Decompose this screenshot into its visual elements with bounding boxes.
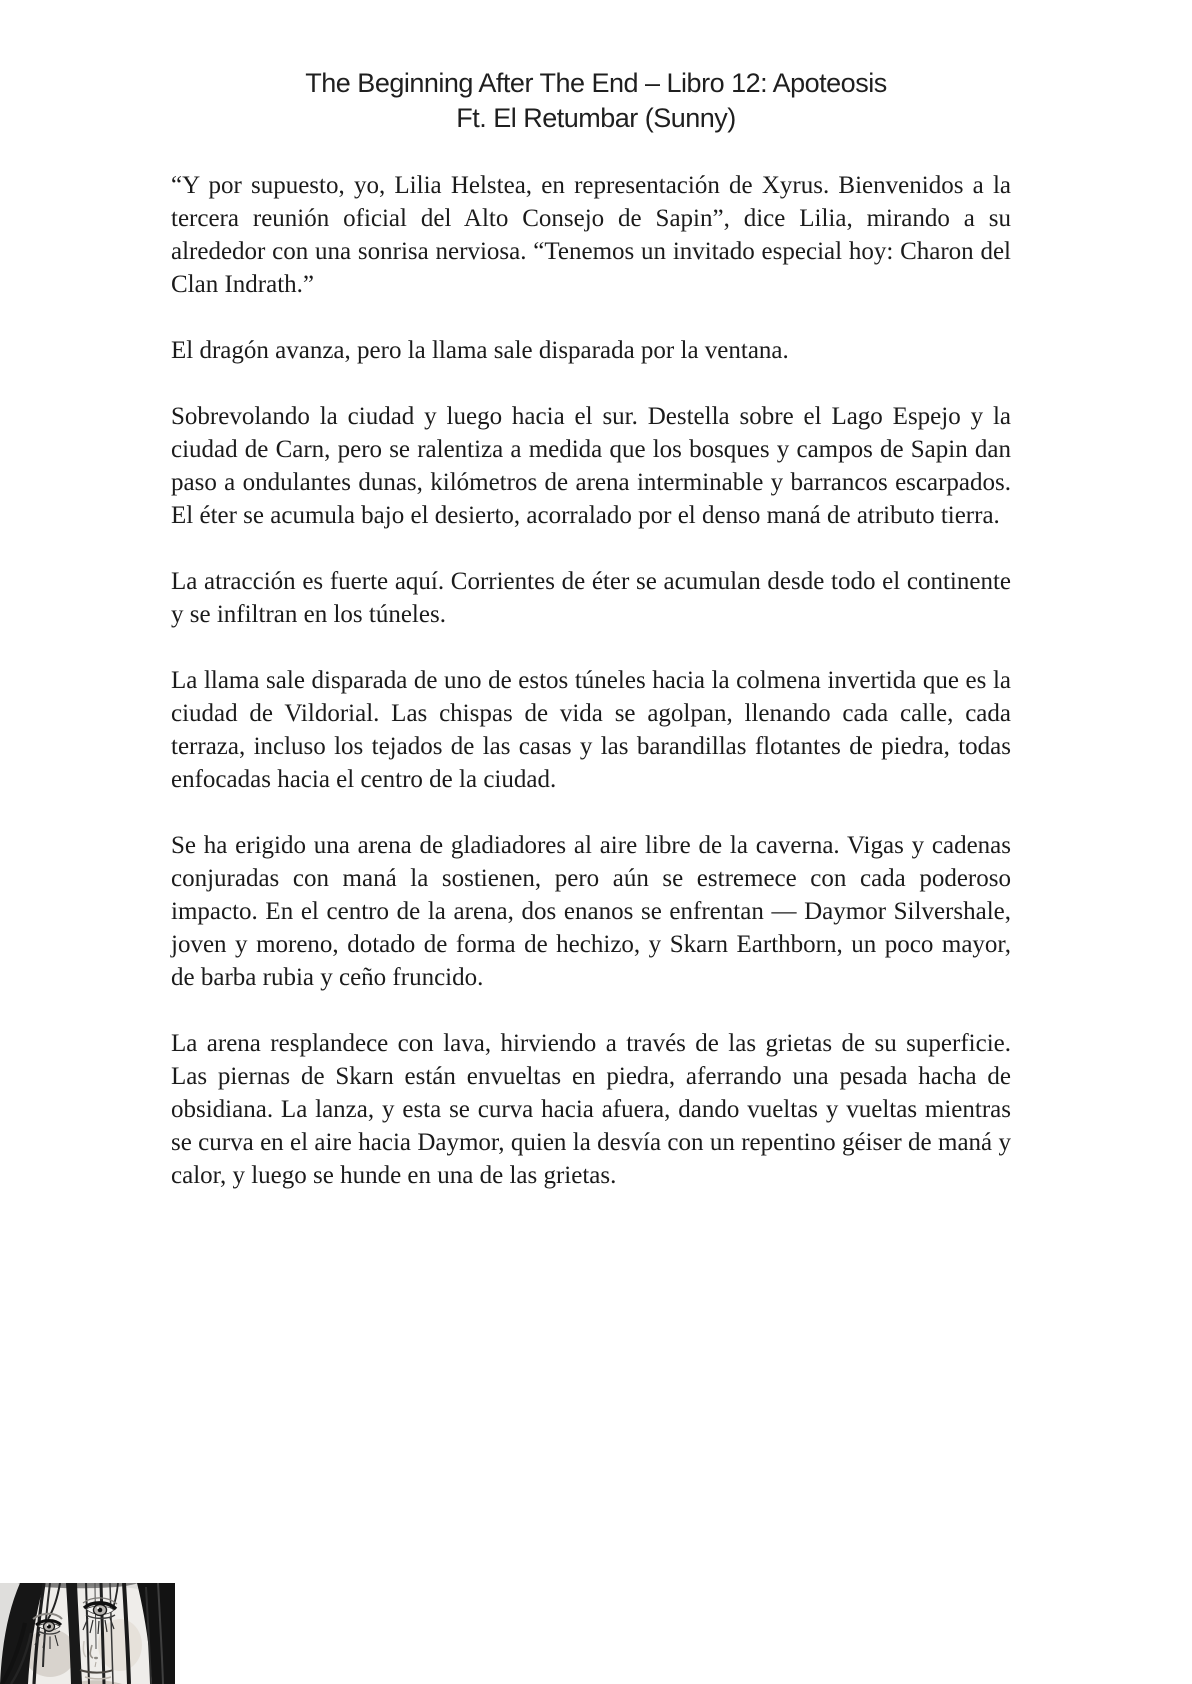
paragraph-2: El dragón avanza, pero la llama sale disparada por la ventana. (171, 337, 789, 364)
document-header (0, 0, 1192, 136)
paragraph-3: Sobrevolando la ciudad y luego hacia el sur. Destella sobre el Lago Espejo y la ciudad de Carn, pero se ralentiza a medida que los bosques y campos de Sapin dan paso a ondulantes dunas, kilómetros de arena interminable y barrancos escarpados. El éter se acumula bajo el desierto, acorralado por el denso maná de atributo tierra. (171, 403, 1011, 529)
paragraph-1: “Y por supuesto, yo, Lilia Helstea, en representación de Xyrus. Bienvenidos a la tercera reunión oficial del Alto Consejo de Sapin”, dice Lilia, mirando a su alrededor con una sonrisa nerviosa. “Tenemos un invitado especial hoy: Charon del Clan Indrath.” (171, 172, 1011, 298)
paragraph-6: Se ha erigido una arena de gladiadores al aire libre de la caverna. Vigas y cadenas conjuradas con maná la sostienen, pero aún se estremece con cada poderoso impacto. En el centro de la arena, dos enanos se enfrentan — Daymor Silvershale, joven y moreno, dotado de forma de hechizo, y Skarn Earthborn, un poco mayor, de barba rubia y ceño fruncido. (171, 832, 1011, 991)
page-subtitle: Ft. El Retumbar (Sunny) (456, 103, 736, 133)
paragraph-4: La atracción es fuerte aquí. Corrientes de éter se acumulan desde todo el continente y se infiltran en los túneles. (171, 568, 1011, 628)
page-title: The Beginning After The End – Libro 12: Apoteosis (305, 68, 887, 98)
manga-face-image (0, 1583, 175, 1684)
document-body (171, 169, 1011, 1192)
manga-face-illustration (0, 1583, 175, 1684)
paragraph-5: La llama sale disparada de uno de estos túneles hacia la colmena invertida que es la ciudad de Vildorial. Las chispas de vida se agolpan, llenando cada calle, cada terraza, incluso los tejados de las casas y las barandillas flotantes de piedra, todas enfocadas hacia el centro de la ciudad. (171, 667, 1011, 793)
paragraph-7: La arena resplandece con lava, hirviendo a través de las grietas de su superficie. Las piernas de Skarn están envueltas en piedra, aferrando una pesada hacha de obsidiana. La lanza, y esta se curva hacia afuera, dando vueltas y vueltas mientras se curva en el aire hacia Daymor, quien la desvía con un repentino géiser de maná y calor, y luego se hunde en una de las grietas. (171, 1030, 1011, 1189)
